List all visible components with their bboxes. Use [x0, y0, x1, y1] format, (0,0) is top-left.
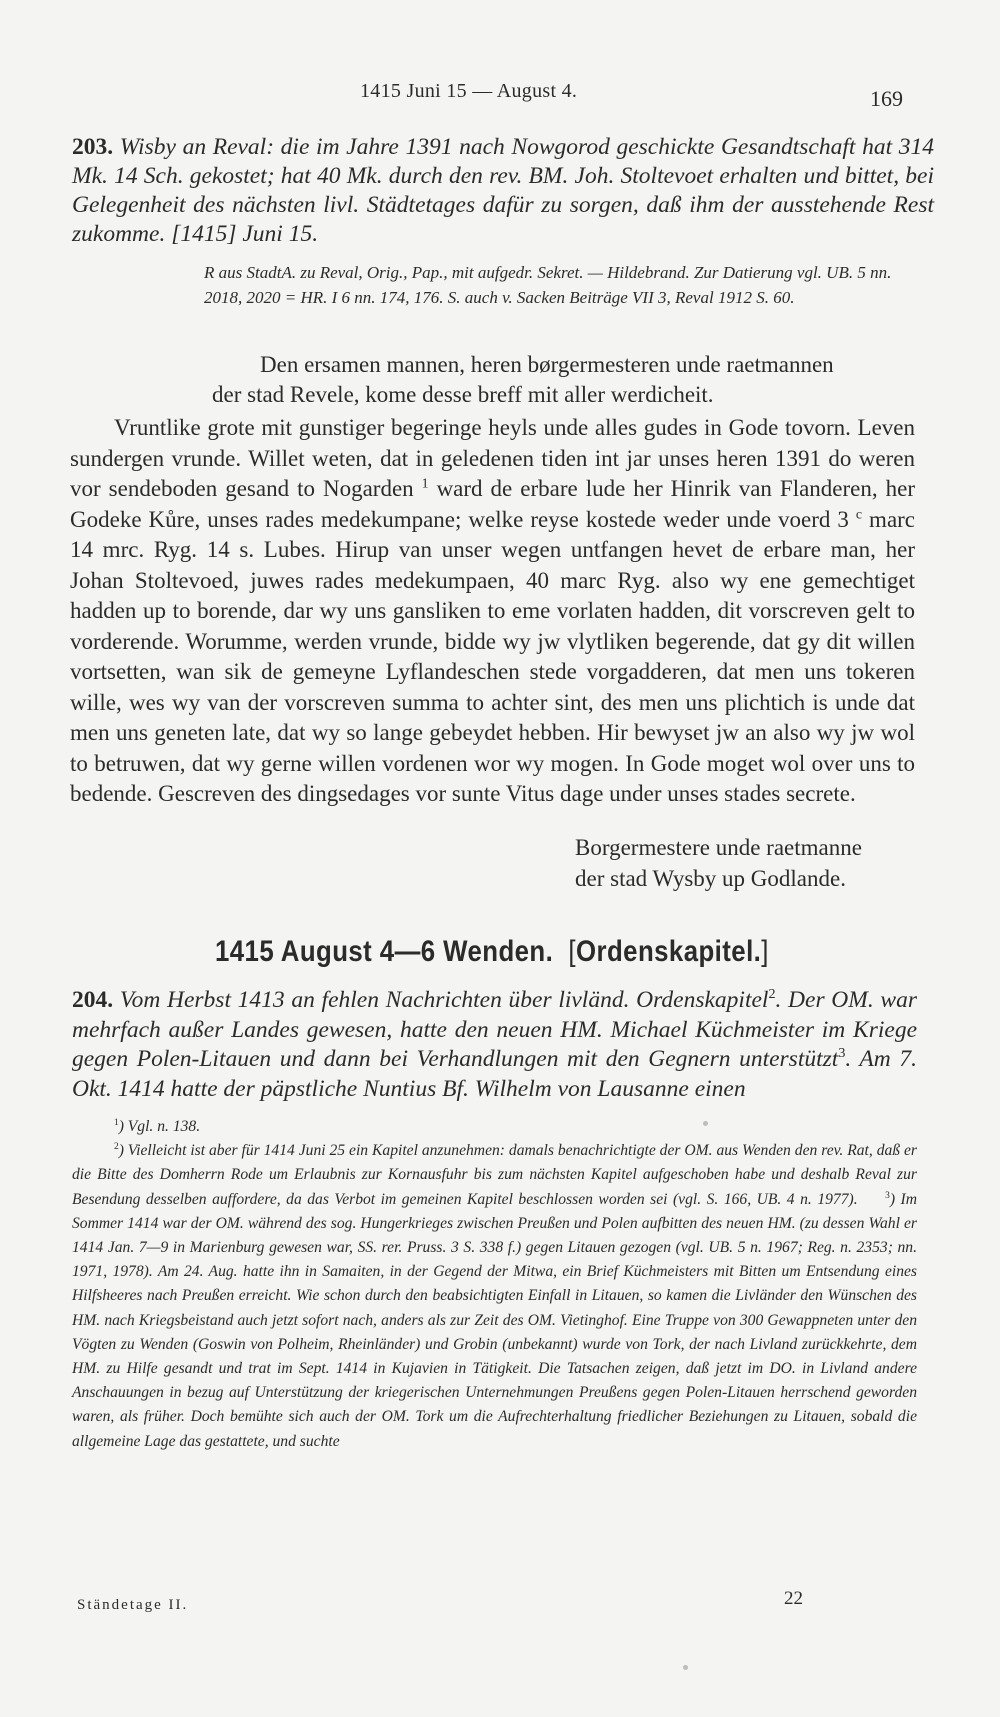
footnote-number: 3: [885, 1190, 890, 1201]
footnote-marker-3: 3: [838, 1045, 846, 1062]
doc204-text-2: . Der OM. war mehrfach außer Landes gewesen, hatte den neuen HM. Michael Küchmeister im Kriege gegen Polen-Litauen und dann bei Verhandlungen mit den Gegnern unterstützt: [72, 987, 917, 1072]
sheet-signature: Ständetage II.: [77, 1597, 189, 1613]
source-note: R aus StadtA. zu Reval, Orig., Pap., mit aufgedr. Sekret. — Hildebrand. Zur Datierung vgl. UB. 5 nn. 2018, 2020 = HR. I 6 nn. 174, 176. S. auch v. Sacken Beiträge VII 3, Reval 1912 S. 60.: [204, 263, 892, 307]
document-number: 203.: [72, 134, 114, 160]
doc204-text-1: Vom Herbst 1413 an fehlen Nachrichten über livländ. Ordenskapitel: [119, 987, 769, 1013]
footnote-2-text: ) Vielleicht ist aber für 1414 Juni 25 ein Kapitel anzunehmen: damals benachrichtigte der OM. aus Wenden den rev. Rat, daß er die Bitte des Domherrn Rode um Erlaubnis zur Kornausfuhr bis zum nächsten Kapitel aufgeschoben habe und deshalb Reval zur Besendung desselben auffordere, da das Verbot im gemeinen Kapitel beschlossen worden sei (vgl. S. 166, UB. 4 n. 1977).: [72, 1142, 917, 1208]
document-number: 204.: [72, 987, 114, 1013]
section-bracket-title: Ordenskapitel.: [576, 935, 762, 968]
footnote-marker-1: 1: [421, 475, 429, 491]
address-line-2: der stad Revele, kome desse breff mit aller werdicheit.: [212, 382, 714, 407]
footnote-number: 2: [114, 1142, 119, 1153]
regest-text: Wisby an Reval: die im Jahre 1391 nach Nowgorod geschickte Gesandtschaft hat 314 Mk. 14 Sch. gekostet; hat 40 Mk. durch den rev. BM. Joh. Stoltevoet erhalten und bittet, bei Gelegenheit des nächsten livl. Städtetages dafür zu sorgen, daß ihm der ausstehende Rest zukomme. [1415] Juni 15.: [72, 134, 934, 247]
footnote-3-text: ) Im Sommer 1414 war der OM. während des sog. Hungerkrieges zwischen Preußen und Polen aufbitten des neuen HM. (zu dessen Wahl er 1414 Jan. 7—9 in Marienburg gewesen war, SS. rer. Pruss. 3 S. 338 f.) gegen Litauen gezogen (vgl. UB. 5 n. 1967; Reg. n. 2353; nn. 1971, 1978). Am 24. Aug. hatte ihn in Samaiten, in der Gegend der Mitwa, ein Brief Küchmeisters mit Bitten um Entsendung eines Hilfsheeres nach Preußen erreicht. Wie schon durch den beabsichtigten Einfall in Litauen, so kamen die Livländer den Wünschen des HM. nach Kriegsbeistand auch jetzt sofort nach, anders als zur Zeit des OM. Vietinghof. Eine Truppe von 300 Gewappneten unter den Vögten zu Wenden (Goswin von Polheim, Rheinländer) und Grobin (unbekannt) wurde von Tork, der nach Livland zurückkehrte, dem HM. zu Hilfe gesandt und trat im Sept. 1414 in Kujavien in Tätigkeit. Die Tatsachen zeigen, daß jetzt im DO. in Livland andere Anschauungen in bezug auf Unterstützung der kriegerischen Unternehmungen Preußens gegen Polen-Litauen herrschend geworden waren, als früher. Doch bemühte sich auch der OM. Tork um die Aufrechterhaltung friedlicher Beziehungen zu Litauen, sobald die allgemeine Lage das gestattete, und suchte: [72, 1190, 917, 1450]
footnote-1: [72, 1115, 917, 1139]
closing-line-2: der stad Wysby up Godlande.: [575, 865, 846, 891]
document-204-regest: [72, 986, 917, 1104]
body-text-1: Vruntlike grote mit gunstiger begeringe heyls unde alles gudes in Gode tovorn. Leven sundergen vrunde. Willet weten, dat in geledenen tiden int jar unses heren 1391 do weren vor sendeboden gesand to Nogarden: [70, 415, 915, 501]
sheet-number: 22: [784, 1588, 803, 1609]
footnote-number: 1: [114, 1117, 119, 1128]
letter-closing: [575, 833, 862, 894]
ink-speck: [703, 1121, 708, 1126]
ink-speck: [683, 1665, 688, 1670]
address-line-1: Den ersamen mannen, heren børgermesteren unde raetmannen: [260, 352, 834, 377]
body-text-2: ward de erbare lude her Hinrik van Flanderen, her Godeke Kůre, unses rades medekumpane; welke reyse kostede weder unde voerd 3: [70, 476, 915, 532]
section-title: 1415 August 4—6 Wenden.: [215, 935, 554, 968]
body-text-3: marc 14 mrc. Ryg. 14 s. Lubes. Hirup van unser wegen untfangen hevet de erbare man, her Johan Stoltevoed, juwes rades medekumpaen, 40 marc Ryg. also wy ene gemechtiget hadden up to borende, dar wy uns gansliken to eme vorlaten hadden, dit vorscreven gelt to vorderende. Worumme, werden vrunde, bidde wy jw vlytliken begerende, dat gy dit willen vortsetten, wan sik de gemeyne Lyflandeschen stede vorgadderen, dat men uns tokeren wille, wes wy van der vorscreven summa to achter sint, des men uns plichtich is unde dat men uns geneten late, dat wy so lange gebeydet hebben. Hir bewyset jw an also wy jw wol to betruwen, dat wy gerne willen vordenen wor wy mogen. In Gode moget wol over uns to bedende. Gescreven des dingsedages vor sunte Vitus dage under unses stades secrete.: [70, 506, 916, 806]
superscript-c: c: [855, 505, 863, 521]
doc204-text-3: . Am 7. Okt. 1414 hatte der päpstliche Nuntius Bf. Wilhelm von Lausanne einen: [72, 1046, 917, 1102]
letter-address: [212, 350, 914, 410]
footnote-marker-2: 2: [768, 986, 776, 1003]
section-heading: 1415 August 4—6 Wenden. [Ordenskapitel.]: [215, 935, 769, 968]
closing-line-1: Borgermestere unde raetmanne: [575, 835, 862, 860]
letter-body: [70, 413, 915, 810]
document-203-regest: [72, 133, 934, 249]
letter-paragraph: [70, 413, 915, 810]
footnote-2: [72, 1139, 917, 1454]
footnote-1-text: ) Vgl. n. 138.: [118, 1118, 201, 1135]
page-number: 169: [870, 86, 903, 111]
running-title: 1415 Juni 15 — August 4.: [360, 80, 578, 102]
footnotes: [72, 1115, 917, 1454]
